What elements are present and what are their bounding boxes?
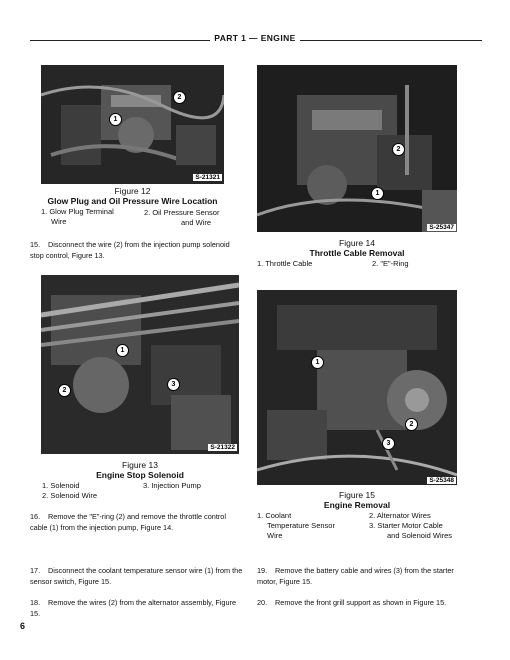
figure-15-callout-2: 2 [405,418,418,431]
step-19 [257,566,469,587]
page-header [0,33,510,43]
figure-15-ref: S-25348 [429,477,454,484]
step-17-number: 17. [30,566,41,575]
step-16-text: Remove the "E"-ring (2) and remove the throttle control cable (1) from the injection pump, Figure 14. [30,512,226,532]
figure-14-callout-1: 1 [371,187,384,200]
step-19-text: Remove the battery cable and wires (3) from the starter motor, Figure 15. [257,566,454,586]
figure-14-photo [257,65,457,232]
figure-15-legend-item-3: 3. Starter Motor Cable [369,521,443,530]
figure-15-legend-item-2: 2. Alternator Wires [369,511,431,520]
step-18 [30,598,245,619]
header-title: PART 1 — ENGINE [210,33,299,43]
page-number: 6 [20,621,26,631]
figure-13-number: Figure 13 [122,460,158,470]
step-16 [30,512,245,533]
figure-15-number: Figure 15 [339,490,375,500]
step-15-number: 15. [30,240,41,249]
figure-12-photo [41,65,224,184]
figure-13-ref: S-21322 [210,444,235,451]
figure-13-legend-item-1: 1. Solenoid [42,481,80,490]
figure-14-legend-item-2: 2. "E"-Ring [372,259,409,268]
figure-15-legend-item-3-cont: and Solenoid Wires [387,531,453,540]
figure-12-legend-item-2: 2. Oil Pressure Sensor [144,208,220,217]
figure-12-ref: S-21321 [195,174,220,181]
step-17-text: Disconnect the coolant temperature sensor wire (1) from the sensor switch, Figure 15. [30,566,243,586]
step-20-number: 20. [257,598,268,607]
figure-12-illustration [41,65,224,184]
figure-15-legend-item-1: 1. Coolant [257,511,292,520]
figure-14-number: Figure 14 [339,238,375,248]
figure-13-illustration [41,275,239,454]
step-15 [30,240,240,261]
figure-15-legend-item-1-cont: Temperature Sensor [267,521,335,530]
figure-12-number: Figure 12 [114,186,151,196]
figure-15-callout-3: 3 [382,437,395,450]
figure-14-ref: S-25347 [429,224,454,231]
figure-12-legend-item-1-cont: Wire [51,217,67,226]
figure-14-legend-item-1: 1. Throttle Cable [257,259,313,268]
figure-13-callout-3: 3 [167,378,180,391]
step-16-number: 16. [30,512,41,521]
figure-15-legend-item-1-cont2: Wire [267,531,283,540]
step-17 [30,566,245,587]
figure-14-title: Throttle Cable Removal [309,248,405,258]
step-18-text: Remove the wires (2) from the alternator assembly, Figure 15. [30,598,237,618]
figure-14-illustration [257,65,457,232]
figure-13-title: Engine Stop Solenoid [96,470,184,480]
figure-12-legend-item-2-cont: and Wire [181,218,212,227]
figure-13-photo [41,275,239,454]
figure-13-legend-item-3: 3. Injection Pump [143,481,201,490]
step-19-number: 19. [257,566,268,575]
step-20 [257,598,469,609]
figure-13-callout-2: 2 [58,384,71,397]
figure-13-legend-item-2: 2. Solenoid Wire [42,491,98,500]
step-18-number: 18. [30,598,41,607]
figure-15-photo [257,290,457,485]
figure-12-legend-item-1: 1. Glow Plug Terminal [41,207,114,216]
figure-12-title: Glow Plug and Oil Pressure Wire Location [47,196,218,206]
step-20-text: Remove the front grill support as shown in Figure 15. [275,598,447,607]
figure-12-callout-1: 1 [109,113,122,126]
figure-14-callout-2: 2 [392,143,405,156]
figure-15-title: Engine Removal [323,500,391,510]
figure-15-illustration [257,290,457,485]
figure-15-callout-1: 1 [311,356,324,369]
step-15-text: Disconnect the wire (2) from the injection pump solenoid stop control, Figure 13. [30,240,230,260]
figure-13-callout-1: 1 [116,344,129,357]
figure-12-callout-2: 2 [173,91,186,104]
